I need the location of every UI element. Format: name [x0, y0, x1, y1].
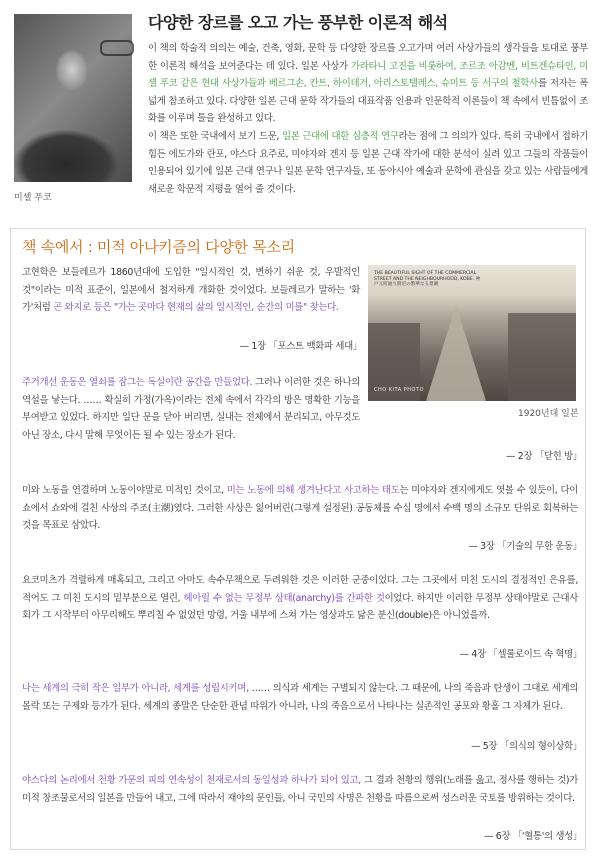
section-title: 다양한 장르를 오고 가는 풍부한 이론적 해석 [148, 13, 448, 32]
quote-1-source: — 1장 「포스트 백화파 세대」 [239, 341, 362, 352]
photo-street [426, 305, 486, 401]
quote-5-source: — 5장 「의식의 형이상학」 [471, 741, 582, 752]
city-photo-1920s [368, 265, 576, 401]
quote-6-highlight: 야스다의 논리에서 천황 가문의 피의 연속성이 천재로서의 동일성과 하나가 되어 있고, [22, 775, 361, 786]
quote-6: 야스다의 논리에서 천황 가문의 피의 연속성이 천재로서의 동일성과 하나가 되어 있고, 그 결과 천황의 행위(노래를 읊고, 정사를 행하는 것)가 미적 창조물로서의 일본을 만들어 내고, 그에 따라서 재야의 문인들, 아니 국민의 사명은 천황을 따름으로써 성스러운 국토를 방위하는 것이다. [22, 775, 578, 804]
quote-4-source: — 4장 「셀룰로이드 속 혁명」 [459, 649, 582, 660]
quote-4-highlight: 헤아릴 수 없는 무정부 상태(anarchy)를 간파한 것 [183, 592, 385, 604]
quote-6-source: — 6장 「'혈통'의 생성」 [483, 831, 582, 842]
quotes-title: 책 속에서 : 미적 아나키즘의 다양한 목소리 [22, 238, 295, 256]
photo-print-text: THE BEAUTIFUL SIGHT OF THE COMMERCIAL STREET AND THE NEIGHBOURHOOD, KOBE. 神戸元町通り附近の繁華なる景観 [374, 271, 481, 287]
intro-paragraph-2: 이 책은 또한 국내에서 보기 드문, 일본 근대에 대한 심층적 연구라는 점에 그 의의가 있다. 특히 국내에서 접하기 힘든 에도가와 란포, 야스다 요주로, 미야자와 겐지 등 일본 근대 작가에 대한 분석이 실려 있고 그들의 작품들이 인용되어 있기에 일본 근대 연구나 일본 문학 연구자들, 또 동아시아 예술과 문학에 관심을 갖고 있는 사람들에게 새로운 학문적 지평을 열어 줄 것이다. [148, 130, 589, 195]
photo-stamp: CHO KITA PHOTO [374, 387, 424, 393]
glasses-shape [100, 40, 134, 56]
city-photo-caption: 1920년대 일본 [518, 409, 579, 419]
author-photo-caption: 미셸 푸코 [14, 193, 52, 203]
quote-5: 나는 세계의 극히 작은 일부가 아니라, 세계를 성립시키며, …… 의식과 세계는 구별되지 않는다. 그 때문에, 나의 죽음과 탄생이 그대로 세계의 몰락 또는 구제와 등가가 된다. 세계의 종말은 단순한 관념 따위가 아니라, 나의 죽음으로서 나타나는 실존적인 공포와 황홀 그 자체가 된다. [22, 683, 578, 712]
quote-2: 주거개선 운동은 열쇠를 잠그는 독실이란 공간을 만들었다. 그러나 이러한 것은 하나의 역설을 낳는다. …… 확실히 가정(가옥)이라는 전체 속에서 각각의 방은 명확한 기능을 부여받고 있었다. 하지만 일단 문을 닫아 버리면, 실내는 전체에서 분리되고, 아무것도 아닌 장소, 다시 말해 무엇이든 될 수 있는 장소가 된다. [22, 377, 360, 441]
quote-3-highlight: 미는 노동에 의해 생겨난다고 사고하는 태도 [226, 485, 400, 496]
author-photo [14, 14, 132, 182]
quote-4: 요코미츠가 격렬하게 매혹되고, 그리고 아마도 속수무책으로 두려워한 것은 이러한 군중이었다. 그는 그곳에서 미친 도시의 결정적인 은유를, 적어도 그 미친 도시의 밑부분으로 열린, 헤아릴 수 없는 무정부 상태(anarchy)를 간파한 것이었다. 하지만 이러한 무정부 상태야말로 근대사회가 그 시작부터 아무리해도 뿌리칠 수 없었던 망령, 거울 내부에 스쳐 가는 영상과도 닮은 분신(double)은 아니었을까. [22, 575, 578, 622]
quote-3-source: — 3장 「기술의 무한 운동」 [468, 541, 582, 552]
quote-2-highlight: 주거개선 운동은 열쇠를 잠그는 독실이란 공간을 만들었다. [22, 377, 253, 388]
quote-1-highlight: 곤 와지로 등은 "가는 곳마다 현재의 삶의 일시적인, 순간의 미를" 찾는다. [53, 302, 339, 314]
intro-text [148, 40, 588, 198]
quote-2-source: — 2장 「닫힌 방」 [506, 451, 582, 462]
highlight-research: 일본 근대에 대한 심층적 연구 [281, 130, 399, 142]
quote-1: 고현학은 보들레르가 1860년대에 도입한 "일시적인 것, 변하기 쉬운 것, 우발적인 것"이라는 미적 표준이, 일본에서 철저하게 개화한 것이었다. 보들레르가 말하는 '화가'처럼 곤 와지로 등은 "가는 곳마다 현재의 삶의 일시적인, 순간의 미를" 찾는다. [22, 267, 360, 314]
photo-building-right [508, 313, 576, 401]
quote-3: 미와 노동을 연결하며 노동이야말로 미적인 것이고, 미는 노동에 의해 생겨난다고 사고하는 태도는 미야자와 겐지에게도 엿볼 수 있듯이, 다이쇼에서 쇼와에 걸친 사상의 주조(主潮)였다. 그러한 사상은 잃어버린(그렇게 설정된) 공동체를 수십 명에서 수백 명의 소규모 단위로 회복하는 것을 목표로 삼았다. [22, 485, 578, 532]
quote-5-highlight: 나는 세계의 극히 작은 일부가 아니라, 세계를 성립시키며, [22, 683, 249, 694]
highlight-thinkers: 가라타니 고진을 비롯하여, 조르조 아감벤, 비트겐슈타인, 미셸 푸코 같은 현대 사상가들과 베르그손, 칸트, 하이데거, 아리스토텔레스, 슈미트 등 서구의 철학사 [148, 60, 588, 90]
intro-paragraph-1: 이 책의 학술적 의의는 예술, 건축, 영화, 문학 등 다양한 장르를 오고가며 여러 사상가들의 생각들을 토대로 풍부한 이론적 해석을 보여준다는 데 있다. 일본 사상가 가라타니 고진을 비롯하여, 조르조 아감벤, 비트겐슈타인, 미셸 푸코 같은 현대 사상가들과 베르그손, 칸트, 하이데거, 아리스토텔레스, 슈미트 등 서구의 철학사를 저자는 폭넓게 참조하고 있다. 다양한 일본 근대 문학 작가들의 대표작품 인용과 인문학적 이론들이 책 속에서 빈틈없이 조화를 이루며 틀을 완성하고 있다. [148, 43, 588, 125]
